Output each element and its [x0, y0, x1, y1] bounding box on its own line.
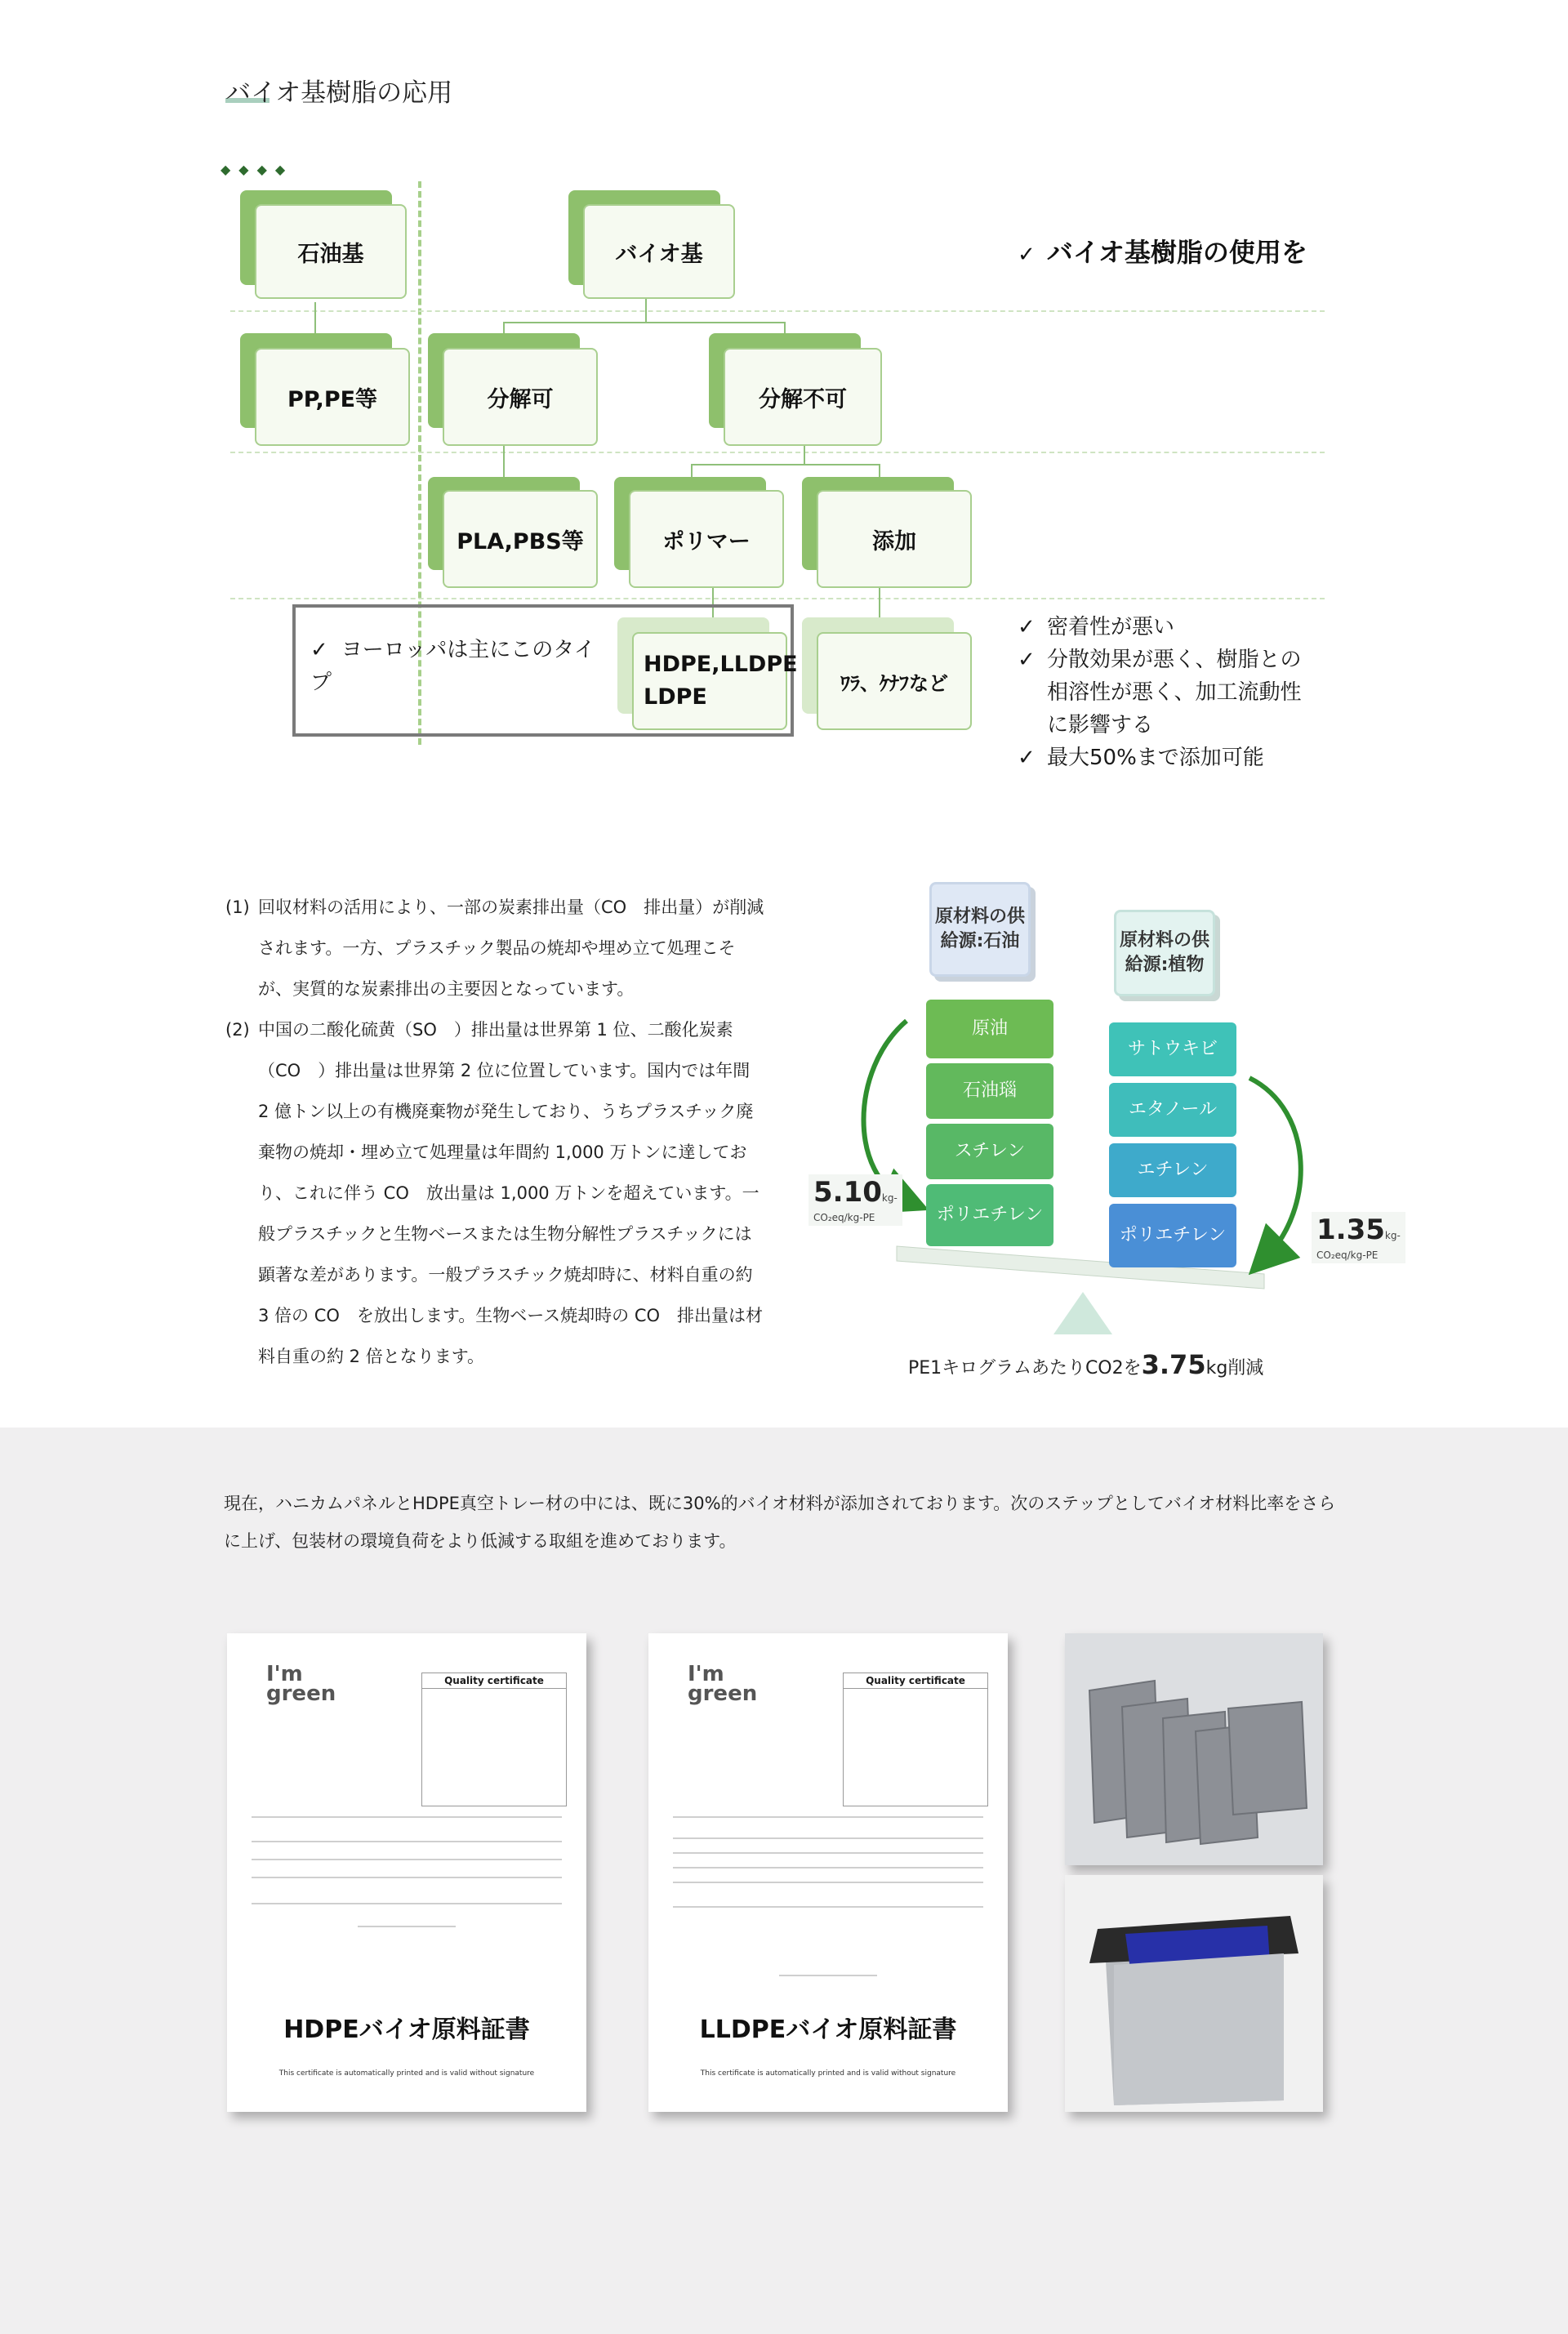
doc-line [252, 1816, 562, 1818]
certificate-caption: HDPEバイオ原料証書 [283, 2016, 530, 2044]
box-polymer: ポリマー [629, 490, 784, 588]
source-plant: 原材料の供給源:植物 [1114, 910, 1215, 996]
photo-honeycomb-panels [1065, 1633, 1323, 1865]
stack-block-ethanol: エタノール [1109, 1083, 1236, 1137]
box-additive: 添加 [817, 490, 972, 588]
certificate-hdpe [227, 1633, 586, 2112]
additive-notes [1018, 611, 1316, 774]
value-left-subunit: CO₂eq/kg-PE [813, 1212, 875, 1223]
certificate-footer: This certificate is automatically printed and is valid without signature [700, 2069, 956, 2078]
photo-foldable-box [1065, 1875, 1323, 2112]
qc-title: Quality certificate [422, 1673, 566, 1689]
box-hdpe-text [644, 648, 798, 714]
doc-line [358, 1926, 456, 1927]
stack-block-pe-right: ポリエチレン [1109, 1204, 1236, 1267]
paragraph-text: 回収材料の活用により、一部の炭素排出量（CO 排出量）が削減されます。一方、プラスチック製品の焼却や埋め立て処理こそが、実質的な炭素排出の主要因となっています。 [258, 898, 764, 999]
connector [691, 464, 880, 465]
stack-block-naphtha: 石油瑙 [926, 1063, 1054, 1119]
paragraph-number: (1) [225, 898, 250, 917]
arrow-left-icon [864, 1021, 907, 1200]
value-left-unit: kg- [881, 1192, 898, 1204]
row-divider [230, 452, 1325, 453]
note-item [1018, 611, 1316, 644]
connector [645, 296, 647, 322]
doc-line [673, 1837, 983, 1839]
quality-certificate-box [421, 1673, 567, 1806]
check-title-text: バイオ基樹脂の使用を [1046, 237, 1307, 268]
box-non-degradable: 分解不可 [724, 348, 882, 446]
check-icon: ✓ [310, 638, 328, 662]
foldable-box-illustration [1065, 1875, 1323, 2112]
doc-line [673, 1867, 983, 1869]
certificate-caption: LLDPEバイオ原料証書 [699, 2016, 957, 2044]
doc-line [673, 1882, 983, 1883]
row-divider [230, 310, 1325, 312]
seesaw-fulcrum [1054, 1292, 1112, 1334]
doc-line [673, 1906, 983, 1908]
value-right-number: 1.35 [1316, 1214, 1385, 1246]
note-item [1018, 742, 1316, 774]
certificate-logo [688, 1664, 757, 1704]
value-right [1312, 1212, 1405, 1263]
certificate-logo [266, 1664, 336, 1704]
connector [314, 302, 316, 335]
paragraph-number: (2) [225, 1020, 250, 1040]
hdpe-line-2: LDPE [644, 684, 707, 710]
caption-post: kg削減 [1205, 1358, 1264, 1379]
bottom-description: 現在，ハニカムパネルとHDPE真空トレー材の中には、既に30%的バイオ材料が添加されております。次のステップとしてバイオ材料比率をさらに上げ、包装材の環境負荷をより低減する取組を進めております。 [224, 1494, 1336, 1551]
eu-note-text: ヨーロッパは主にこのタイプ [310, 638, 595, 695]
box-pp-pe: PP,PE等 [255, 348, 410, 446]
certificate-lldpe [648, 1633, 1008, 2112]
value-left-number: 5.10 [813, 1176, 882, 1209]
logo-line-2: green [266, 1681, 336, 1706]
certificate-footer: This certificate is automatically printed and is valid without signature [278, 2069, 535, 2078]
logo-line-1: I'm [688, 1662, 724, 1686]
qc-title: Quality certificate [844, 1673, 987, 1689]
connector [503, 446, 505, 479]
logo-line-2: green [688, 1681, 758, 1706]
doc-line [673, 1816, 983, 1818]
box-starch: ﾜﾗ、ｹﾅﾌなど [817, 632, 972, 730]
box-petro: 石油基 [255, 204, 407, 299]
box-bio: バイオ基 [583, 204, 735, 299]
quality-certificate-box [843, 1673, 988, 1806]
paragraph-text: 中国の二酸化硫黄（SO ）排出量は世界第 1 位、二酸化炭素（CO ）排出量は世界第 2 位に位置しています。国内では年間 2 億トン以上の有機廃棄物が発生しており、うちプラスチック廃棄物の焼却・埋め立て処理量は年間約 1,000 万トンに達しており、これに伴う CO 放出量は 1,000 万トンを超えています。一般プラスチックと生物ベースまたは生物分解性プラスチックには顕著な差があります。一般プラスチック焼却時に、材料自重の約 3 倍の CO を放出します。生物ベース焼却時の CO 排出量は材料自重の約 2 倍となります。 [258, 1020, 764, 1366]
doc-line [779, 1975, 877, 1976]
stack-block-sugarcane: サトウキビ [1109, 1022, 1236, 1076]
box-pla-pbs: PLA,PBS等 [443, 490, 598, 588]
check-icon: ✓ [1018, 243, 1036, 267]
co2-infographic [784, 866, 1405, 1388]
doc-line [673, 1852, 983, 1854]
value-left [808, 1174, 902, 1226]
decor-diamonds: ◆◆◆◆ [220, 162, 294, 177]
note-text: 密着性が悪い [1047, 615, 1175, 639]
doc-line [252, 1841, 562, 1842]
row-divider [230, 598, 1325, 599]
doc-line [252, 1859, 562, 1860]
note-text: 分散効果が悪く、樹脂との相溶性が悪く、加工流動性に影響する [1047, 648, 1302, 737]
logo-line-1: I'm [266, 1662, 303, 1686]
note-item [1018, 644, 1316, 742]
connector [879, 588, 880, 617]
stack-block-pe-left: ポリエチレン [926, 1184, 1054, 1246]
box-hdpe [632, 632, 798, 730]
source-petro: 原材料の供給源:石油 [929, 882, 1031, 977]
value-right-subunit: CO₂eq/kg-PE [1316, 1249, 1379, 1261]
stack-block-styrene: スチレン [926, 1124, 1054, 1179]
check-icon: ✓ [1018, 648, 1036, 672]
eu-note [310, 634, 604, 699]
honeycomb-panels-illustration [1065, 1633, 1323, 1865]
box-degradable: 分解可 [443, 348, 598, 446]
doc-line [252, 1877, 562, 1878]
paragraph-item [225, 1009, 764, 1377]
stack-block-ethylene: エチレン [1109, 1143, 1236, 1197]
caption-value: 3.75 [1141, 1349, 1206, 1380]
stack-block-crude-oil: 原油 [926, 1000, 1054, 1058]
check-title [1018, 232, 1307, 269]
doc-line [252, 1903, 562, 1904]
connector [503, 322, 786, 323]
connector [804, 446, 805, 464]
value-right-unit: kg- [1384, 1230, 1401, 1241]
page-title: バイオ基樹脂の応用 [225, 78, 453, 108]
seesaw-graphic [784, 866, 1405, 1388]
paragraph-item [225, 887, 764, 1009]
note-text: 最大50%まで添加可能 [1047, 746, 1264, 770]
hdpe-line-1: HDPE,LLDPE [644, 652, 798, 677]
arrow-right-icon [1250, 1078, 1301, 1258]
explanation-text [225, 887, 764, 1377]
check-icon: ✓ [1018, 746, 1036, 770]
infographic-caption [908, 1349, 1263, 1380]
check-icon: ✓ [1018, 615, 1036, 639]
caption-pre: PE1キログラムあたりCO2を [908, 1358, 1142, 1379]
